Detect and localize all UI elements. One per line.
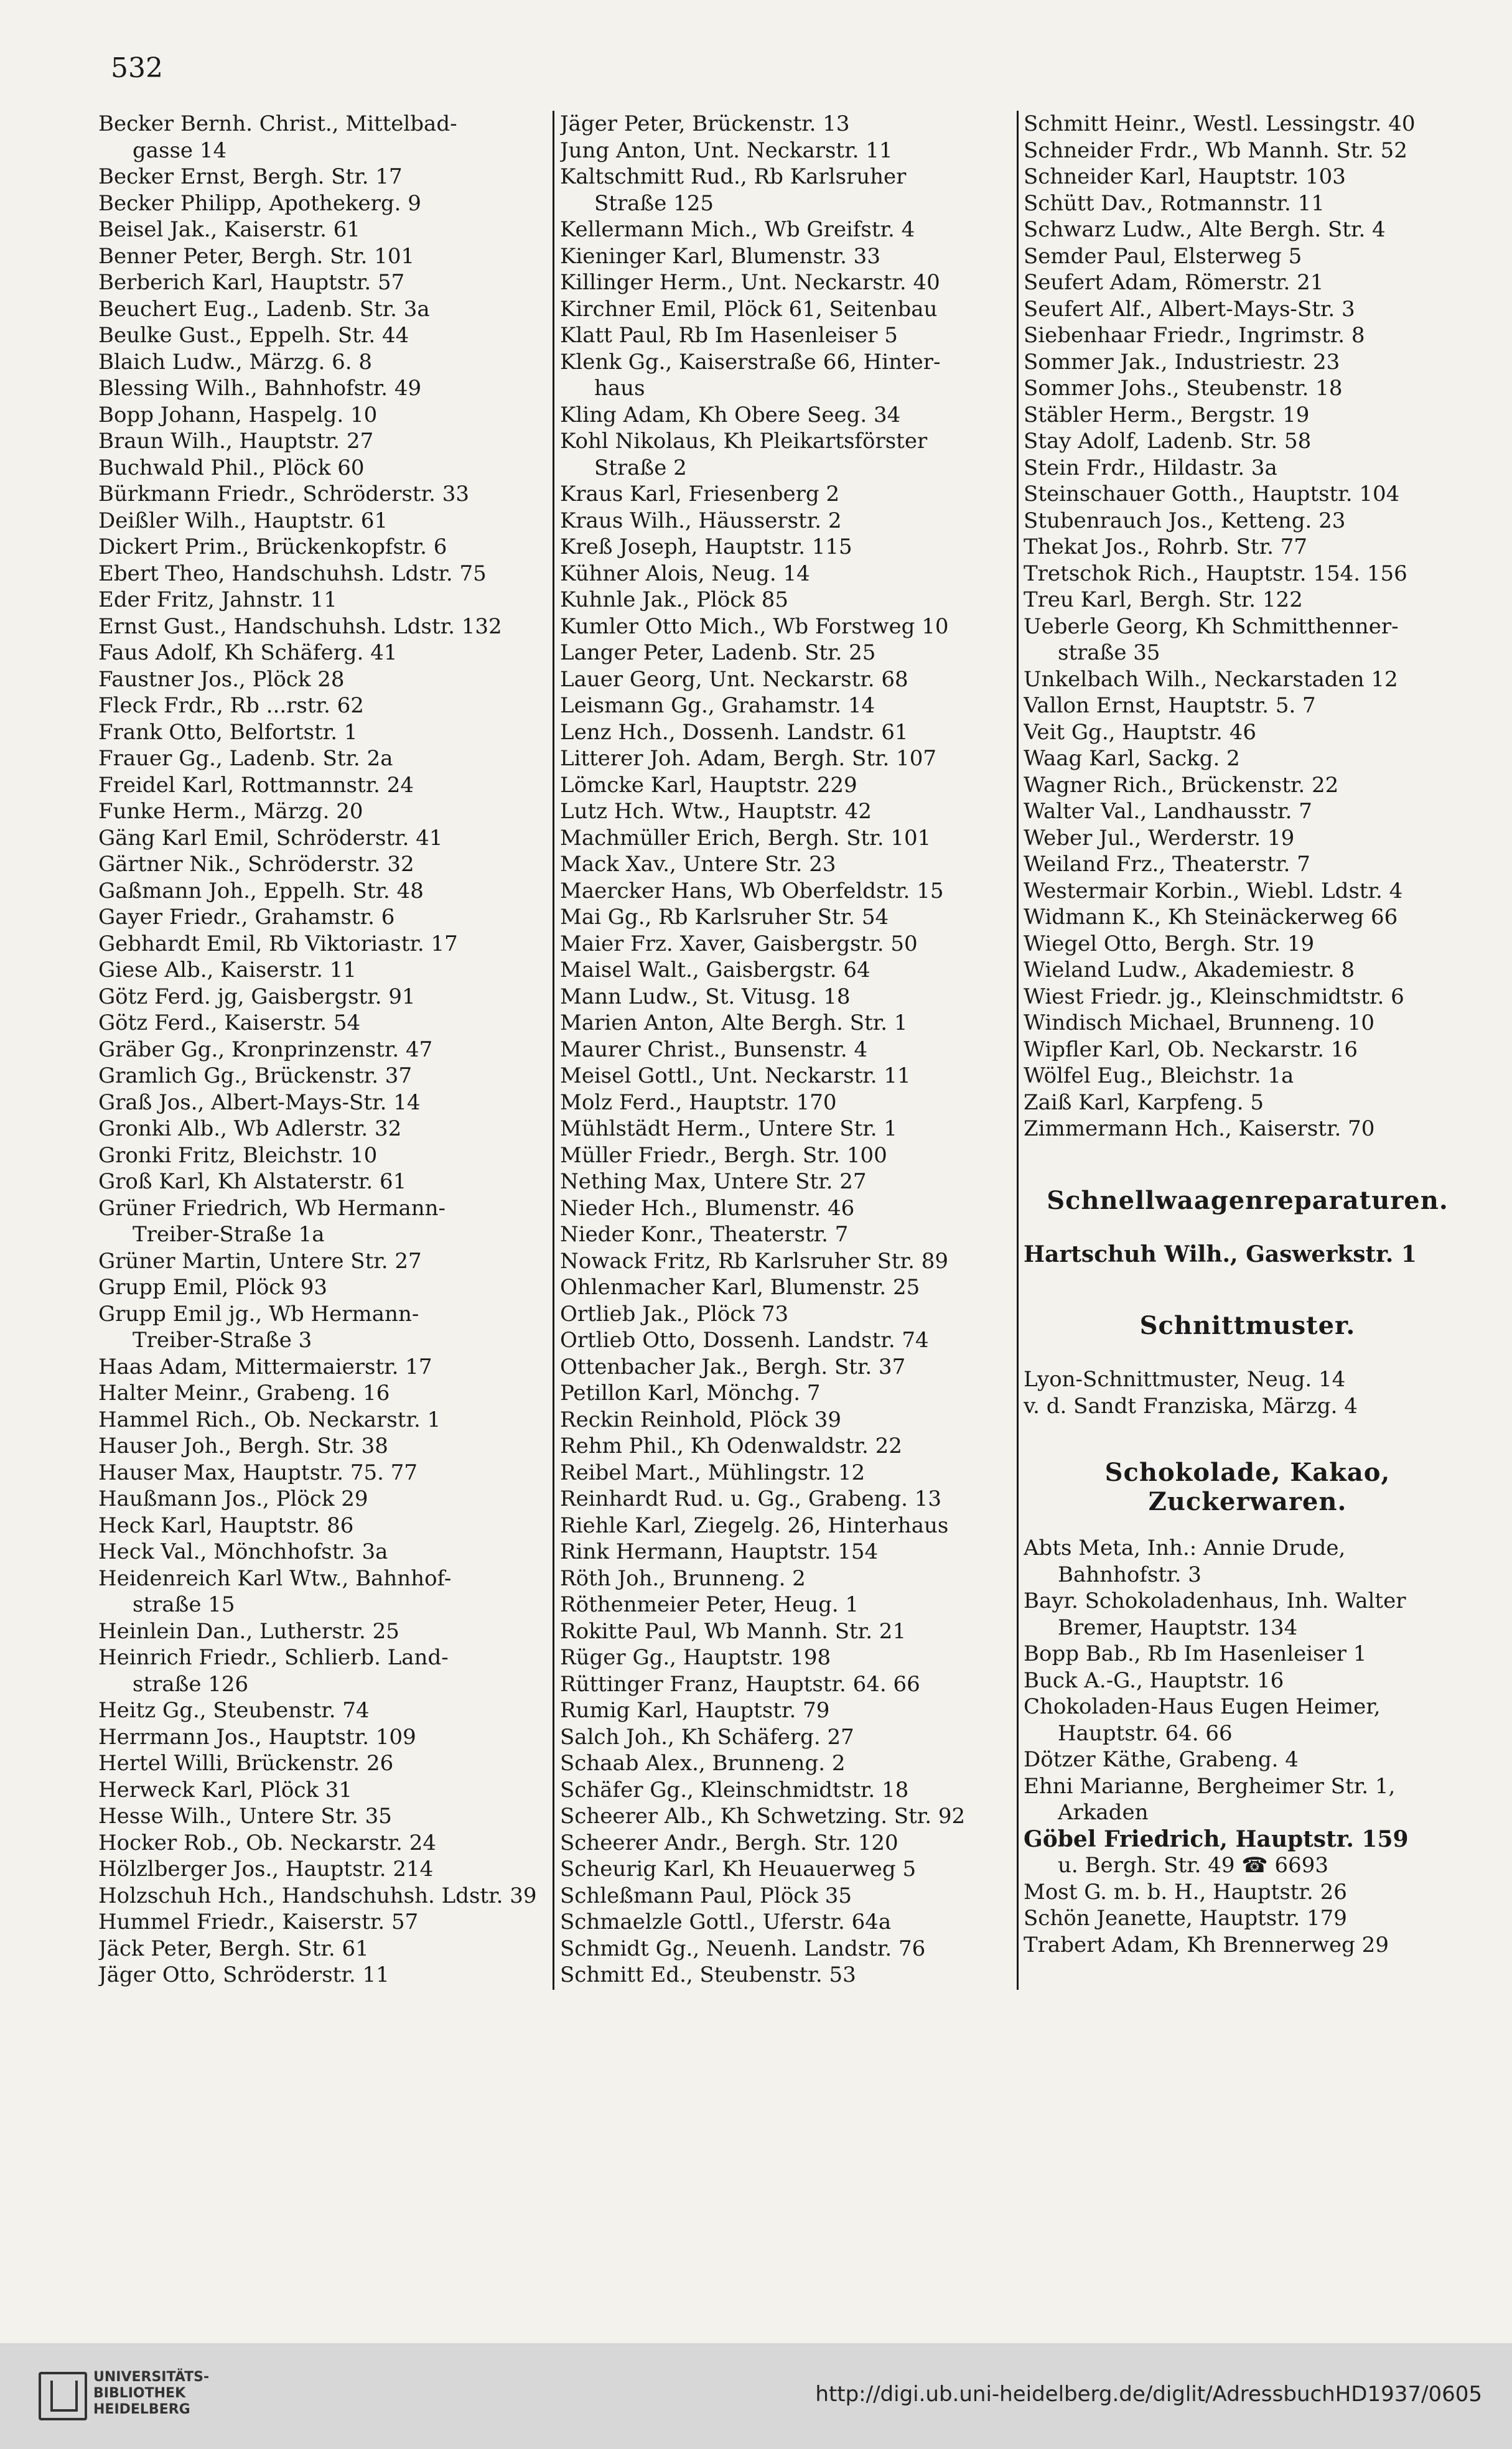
list-item: Schön Jeanette, Hauptstr. 179 <box>1024 1906 1347 1931</box>
list-item: Riehle Karl, Ziegelg. 26, Hinterhaus <box>560 1513 949 1538</box>
list-item: Maisel Walt., Gaisbergstr. 64 <box>560 958 870 982</box>
list-item: Mühlstädt Herm., Untere Str. 1 <box>560 1116 898 1141</box>
list-item: Buchwald Phil., Plöck 60 <box>98 455 365 480</box>
list-item: Meisel Gottl., Unt. Neckarstr. 11 <box>560 1063 911 1088</box>
section-heading-schokolade: Schokolade, Kakao, Zuckerwaren. <box>1104 1458 1391 1516</box>
list-item: u. Bergh. Str. 49 ☎ 6693 <box>1058 1853 1328 1878</box>
list-item: Grupp Emil, Plöck 93 <box>98 1275 328 1300</box>
list-item: Stay Adolf, Ladenb. Str. 58 <box>1024 429 1312 454</box>
list-item: Sommer Jak., Industriestr. 23 <box>1024 349 1340 375</box>
section-heading-schnittmuster: Schnittmuster. <box>1139 1311 1356 1340</box>
list-item: Bayr. Schokoladenhaus, Inh. Walter <box>1024 1588 1406 1613</box>
list-item: Rüger Gg., Hauptstr. 198 <box>560 1645 831 1670</box>
list-item: Widmann K., Kh Steinäckerweg 66 <box>1024 905 1398 930</box>
list-item: Lauer Georg, Unt. Neckarstr. 68 <box>560 666 908 692</box>
list-item: Salch Joh., Kh Schäferg. 27 <box>560 1724 854 1750</box>
list-item: Gronki Alb., Wb Adlerstr. 32 <box>98 1116 402 1141</box>
list-item: Seufert Adam, Römerstr. 21 <box>1024 270 1324 295</box>
list-item: Hummel Friedr., Kaiserstr. 57 <box>98 1910 419 1934</box>
list-item: Frank Otto, Belfortstr. 1 <box>98 719 358 745</box>
list-item: Freidel Karl, Rottmannstr. 24 <box>98 772 414 798</box>
list-item: Bopp Bab., Rb Im Hasenleiser 1 <box>1024 1641 1367 1666</box>
list-item: Faus Adolf, Kh Schäferg. 41 <box>98 640 398 665</box>
list-item: Sommer Johs., Steubenstr. 18 <box>1024 376 1343 401</box>
list-item: Giese Alb., Kaiserstr. 11 <box>98 958 357 982</box>
list-item: Grupp Emil jg., Wb Hermann- <box>98 1301 419 1327</box>
list-item: Reinhardt Rud. u. Gg., Grabeng. 13 <box>560 1486 941 1511</box>
list-item: Heck Val., Mönchhofstr. 3a <box>98 1539 388 1564</box>
list-item: Haas Adam, Mittermaierstr. 17 <box>98 1354 432 1379</box>
list-item: Grüner Friedrich, Wb Hermann- <box>98 1195 446 1221</box>
list-item: Semder Paul, Elsterweg 5 <box>1024 243 1302 269</box>
list-item: Kellermann Mich., Wb Greifstr. 4 <box>560 217 915 242</box>
list-item: Kieninger Karl, Blumenstr. 33 <box>560 243 880 269</box>
list-item: Frauer Gg., Ladenb. Str. 2a <box>98 746 393 771</box>
list-item: Vallon Ernst, Hauptstr. 5. 7 <box>1024 693 1316 718</box>
list-item: Kühner Alois, Neug. 14 <box>560 561 810 586</box>
list-item: Straße 125 <box>594 190 714 216</box>
list-item: Kreß Joseph, Hauptstr. 115 <box>560 534 852 559</box>
list-item: Dickert Prim., Brückenkopfstr. 6 <box>98 534 447 559</box>
list-item: Mai Gg., Rb Karlsruher Str. 54 <box>560 905 889 930</box>
list-item: Wölfel Eug., Bleichstr. 1a <box>1024 1063 1294 1088</box>
list-item: Hauser Joh., Bergh. Str. 38 <box>98 1434 388 1458</box>
list-item: Schleßmann Paul, Plöck 35 <box>560 1883 852 1908</box>
list-item: Hölzlberger Jos., Hauptstr. 214 <box>98 1857 434 1882</box>
list-item: Wagner Rich., Brückenstr. 22 <box>1024 772 1339 798</box>
list-item: Braun Wilh., Hauptstr. 27 <box>98 429 374 454</box>
list-item: Holzschuh Hch., Handschuhsh. Ldstr. 39 <box>98 1883 537 1908</box>
list-item: Chokoladen-Haus Eugen Heimer, <box>1024 1694 1381 1719</box>
list-item: Rehm Phil., Kh Odenwaldstr. 22 <box>560 1434 902 1458</box>
list-item: Hammel Rich., Ob. Neckarstr. 1 <box>98 1407 441 1432</box>
list-item: straße 126 <box>133 1671 249 1697</box>
list-item: Götz Ferd. jg, Gaisbergstr. 91 <box>98 984 416 1009</box>
list-item: straße 35 <box>1058 640 1160 665</box>
list-item: Grüner Martin, Untere Str. 27 <box>98 1248 422 1274</box>
list-item: gasse 14 <box>133 138 227 163</box>
list-item: Nowack Fritz, Rb Karlsruher Str. 89 <box>560 1248 948 1274</box>
list-item: Westermair Korbin., Wiebl. Ldstr. 4 <box>1024 878 1403 903</box>
list-item: Kumler Otto Mich., Wb Forstweg 10 <box>560 613 949 639</box>
list-item: Beuchert Eug., Ladenb. Str. 3a <box>98 296 430 322</box>
column-3 <box>1024 111 1472 1958</box>
list-item: Heitz Gg., Steubenstr. 74 <box>98 1698 370 1723</box>
list-item: Ottenbacher Jak., Bergh. Str. 37 <box>560 1354 906 1379</box>
list-item: Rink Hermann, Hauptstr. 154 <box>560 1539 879 1564</box>
list-item: Hesse Wilh., Untere Str. 35 <box>98 1804 392 1829</box>
footer-bar <box>0 2343 1512 2449</box>
list-item: Halter Meinr., Grabeng. 16 <box>98 1381 390 1406</box>
list-item: Rüttinger Franz, Hauptstr. 64. 66 <box>560 1671 920 1697</box>
list-item: Eder Fritz, Jahnstr. 11 <box>98 587 337 612</box>
list-item: Rokitte Paul, Wb Mannh. Str. 21 <box>560 1618 907 1644</box>
list-item: Fleck Frdr., Rb ...rstr. 62 <box>98 693 364 718</box>
list-item: Gronki Fritz, Bleichstr. 10 <box>98 1142 378 1168</box>
list-item: Herweck Karl, Plöck 31 <box>98 1777 353 1803</box>
list-item: Schütt Dav., Rotmannstr. 11 <box>1024 190 1325 216</box>
list-item: Siebenhaar Friedr., Ingrimstr. 8 <box>1024 323 1365 348</box>
list-item: Wiest Friedr. jg., Kleinschmidtstr. 6 <box>1024 984 1404 1009</box>
list-item: Gärtner Nik., Schröderstr. 32 <box>98 852 414 877</box>
list-item: Groß Karl, Kh Alstaterstr. 61 <box>98 1169 407 1194</box>
list-item: Nieder Hch., Blumenstr. 46 <box>560 1195 855 1221</box>
list-item: Jäger Peter, Brückenstr. 13 <box>560 111 850 136</box>
list-item: Mack Xav., Untere Str. 23 <box>560 852 836 877</box>
list-item: Lenz Hch., Dossenh. Landstr. 61 <box>560 719 908 745</box>
list-item: Hocker Rob., Ob. Neckarstr. 24 <box>98 1830 437 1855</box>
list-item: Treiber-Straße 3 <box>133 1328 312 1353</box>
list-item: Deißler Wilh., Hauptstr. 61 <box>98 508 388 533</box>
page-number: 532 <box>111 52 163 84</box>
section-heading-schnellwaagen: Schnellwaagenreparaturen. <box>1047 1185 1449 1215</box>
list-item: Hauser Max, Hauptstr. 75. 77 <box>98 1460 418 1485</box>
list-item: Langer Peter, Ladenb. Str. 25 <box>560 640 876 665</box>
list-item: Killinger Herm., Unt. Neckarstr. 40 <box>560 270 940 295</box>
list-item: Klenk Gg., Kaiserstraße 66, Hinter- <box>560 349 941 375</box>
list-item: Maier Frz. Xaver, Gaisbergstr. 50 <box>560 931 918 956</box>
list-item: Rumig Karl, Hauptstr. 79 <box>560 1698 830 1723</box>
list-item: Unkelbach Wilh., Neckarstaden 12 <box>1024 666 1398 692</box>
list-item: Gäng Karl Emil, Schröderstr. 41 <box>98 825 443 851</box>
list-item: Kaltschmitt Rud., Rb Karlsruher <box>560 164 907 189</box>
list-item: Heidenreich Karl Wtw., Bahnhof- <box>98 1565 452 1591</box>
list-item: Röthenmeier Peter, Heug. 1 <box>560 1592 859 1617</box>
list-item: Becker Philipp, Apothekerg. 9 <box>98 190 421 216</box>
list-item: Heinrich Friedr., Schlierb. Land- <box>98 1645 449 1670</box>
list-item: Berberich Karl, Hauptstr. 57 <box>98 270 405 295</box>
list-item: Leismann Gg., Grahamstr. 14 <box>560 693 875 718</box>
list-item: straße 15 <box>133 1592 235 1617</box>
list-item: Steinschauer Gotth., Hauptstr. 104 <box>1024 482 1400 506</box>
list-item: Reckin Reinhold, Plöck 39 <box>560 1407 841 1432</box>
list-item: Bremer, Hauptstr. 134 <box>1058 1615 1298 1640</box>
list-item: Ortlieb Jak., Plöck 73 <box>560 1301 789 1327</box>
list-item: Gayer Friedr., Grahamstr. 6 <box>98 905 395 930</box>
list-item: Schäfer Gg., Kleinschmidtstr. 18 <box>560 1777 909 1803</box>
list-item: Lyon-Schnittmuster, Neug. 14 <box>1024 1367 1346 1392</box>
list-item: Ortlieb Otto, Dossenh. Landstr. 74 <box>560 1328 929 1353</box>
list-item: Buck A.-G., Hauptstr. 16 <box>1024 1668 1284 1693</box>
list-item: Most G. m. b. H., Hauptstr. 26 <box>1024 1879 1347 1905</box>
list-item: Dötzer Käthe, Grabeng. 4 <box>1024 1747 1299 1772</box>
list-item: Röth Joh., Brunneng. 2 <box>560 1565 806 1591</box>
list-item: Gaßmann Joh., Eppelh. Str. 48 <box>98 878 424 903</box>
list-item: Scheerer Andr., Bergh. Str. 120 <box>560 1830 898 1855</box>
source-url-link[interactable]: http://digi.ub.uni-heidelberg.de/diglit/AdressbuchHD1937/0605 <box>815 2382 1482 2407</box>
list-item: Nieder Konr., Theaterstr. 7 <box>560 1222 849 1247</box>
list-item: Ohlenmacher Karl, Blumenstr. 25 <box>560 1275 920 1300</box>
list-item: Heinlein Dan., Lutherstr. 25 <box>98 1618 399 1644</box>
list-item: Treu Karl, Bergh. Str. 122 <box>1024 587 1303 612</box>
list-item: Beulke Gust., Eppelh. Str. 44 <box>98 323 409 348</box>
list-item: Herrmann Jos., Hauptstr. 109 <box>98 1724 416 1750</box>
list-item: Bahnhofstr. 3 <box>1058 1562 1202 1587</box>
list-item: Hertel Willi, Brückenstr. 26 <box>98 1751 394 1776</box>
list-item: Heck Karl, Hauptstr. 86 <box>98 1513 354 1538</box>
list-item: Petillon Karl, Mönchg. 7 <box>560 1381 821 1406</box>
library-logo-text: UNIVERSITÄTS- BIBLIOTHEK HEIDELBERG <box>93 2369 210 2417</box>
list-item: Reibel Mart., Mühlingstr. 12 <box>560 1460 866 1485</box>
list-item: Hauptstr. 64. 66 <box>1058 1720 1233 1746</box>
list-item: Stein Frdr., Hildastr. 3a <box>1024 455 1277 480</box>
column-divider <box>553 111 554 1990</box>
list-item: Tretschok Rich., Hauptstr. 154. 156 <box>1024 561 1407 586</box>
list-item: Wiegel Otto, Bergh. Str. 19 <box>1024 931 1315 956</box>
list-item: Becker Bernh. Christ., Mittelbad- <box>98 111 457 136</box>
list-item: Weber Jul., Werderstr. 19 <box>1024 825 1295 851</box>
list-item: Bopp Johann, Haspelg. 10 <box>98 402 378 427</box>
list-item: Schneider Frdr., Wb Mannh. Str. 52 <box>1024 138 1407 163</box>
list-item: Wieland Ludw., Akademiestr. 8 <box>1024 958 1355 982</box>
list-item: Walter Val., Landhausstr. 7 <box>1024 799 1312 824</box>
list-item: Lömcke Karl, Hauptstr. 229 <box>560 772 857 798</box>
column-divider <box>1017 111 1019 1990</box>
list-item: Jung Anton, Unt. Neckarstr. 11 <box>560 138 893 163</box>
list-item-highlight: Göbel Friedrich, Hauptstr. 159 <box>1024 1826 1409 1852</box>
list-item: Schaab Alex., Brunneng. 2 <box>560 1751 846 1776</box>
list-item: Faustner Jos., Plöck 28 <box>98 666 345 692</box>
list-item: Gramlich Gg., Brückenstr. 37 <box>98 1063 413 1088</box>
list-item: Abts Meta, Inh.: Annie Drude, <box>1024 1536 1346 1560</box>
list-item: Litterer Joh. Adam, Bergh. Str. 107 <box>560 746 937 771</box>
list-item: Maurer Christ., Bunsenstr. 4 <box>560 1037 868 1062</box>
list-item: Ehni Marianne, Bergheimer Str. 1, <box>1024 1773 1396 1799</box>
list-item: Kling Adam, Kh Obere Seeg. 34 <box>560 402 901 427</box>
list-item: Kraus Karl, Friesenberg 2 <box>560 482 840 506</box>
list-item: Nething Max, Untere Str. 27 <box>560 1169 867 1194</box>
list-item: Stäbler Herm., Bergstr. 19 <box>1024 402 1310 427</box>
list-item: Schmitt Heinr., Westl. Lessingstr. 40 <box>1024 111 1416 136</box>
list-item: Lutz Hch. Wtw., Hauptstr. 42 <box>560 799 872 824</box>
list-item: Hartschuh Wilh., Gaswerkstr. 1 <box>1024 1241 1417 1267</box>
list-item: Blaich Ludw., Märzg. 6. 8 <box>98 349 372 375</box>
list-item: Gräber Gg., Kronprinzenstr. 47 <box>98 1037 433 1062</box>
list-item: Bürkmann Friedr., Schröderstr. 33 <box>98 482 469 506</box>
list-item: Ueberle Georg, Kh Schmitthenner- <box>1024 613 1399 639</box>
list-item: Machmüller Erich, Bergh. Str. 101 <box>560 825 931 851</box>
list-item: Scheurig Karl, Kh Heuauerweg 5 <box>560 1857 917 1882</box>
list-item: Jäger Otto, Schröderstr. 11 <box>98 1962 390 1987</box>
list-item: Trabert Adam, Kh Brennerweg 29 <box>1024 1932 1389 1957</box>
list-item: Maercker Hans, Wb Oberfeldstr. 15 <box>560 878 944 903</box>
list-item: Stubenrauch Jos., Ketteng. 23 <box>1024 508 1346 533</box>
list-item: Götz Ferd., Kaiserstr. 54 <box>98 1010 361 1035</box>
list-item: Haußmann Jos., Plöck 29 <box>98 1486 368 1511</box>
library-logo-icon <box>39 2372 87 2420</box>
list-item: Kirchner Emil, Plöck 61, Seitenbau <box>560 296 938 322</box>
list-item: Schmaelzle Gottl., Uferstr. 64a <box>560 1910 892 1934</box>
list-item: Schmitt Ed., Steubenstr. 53 <box>560 1962 856 1987</box>
list-item: Mann Ludw., St. Vitusg. 18 <box>560 984 851 1009</box>
list-item: Treiber-Straße 1a <box>133 1222 325 1247</box>
list-item: Ebert Theo, Handschuhsh. Ldstr. 75 <box>98 561 487 586</box>
list-item: Schneider Karl, Hauptstr. 103 <box>1024 164 1346 189</box>
list-item: Schmidt Gg., Neuenh. Landstr. 76 <box>560 1936 926 1961</box>
list-item: Waag Karl, Sackg. 2 <box>1024 746 1240 771</box>
list-item: Straße 2 <box>594 455 687 480</box>
list-item: Weiland Frz., Theaterstr. 7 <box>1024 852 1310 877</box>
list-item: Scheerer Alb., Kh Schwetzing. Str. 92 <box>560 1804 966 1829</box>
list-item: Müller Friedr., Bergh. Str. 100 <box>560 1142 887 1168</box>
column-1 <box>98 111 546 1989</box>
list-item: Zaiß Karl, Karpfeng. 5 <box>1024 1089 1264 1115</box>
list-item: Klatt Paul, Rb Im Hasenleiser 5 <box>560 323 898 348</box>
list-item: Wipfler Karl, Ob. Neckarstr. 16 <box>1024 1037 1358 1062</box>
list-item: Kuhnle Jak., Plöck 85 <box>560 587 789 612</box>
list-item: Zimmermann Hch., Kaiserstr. 70 <box>1024 1116 1375 1141</box>
list-item: Jäck Peter, Bergh. Str. 61 <box>98 1936 369 1961</box>
list-item: Benner Peter, Bergh. Str. 101 <box>98 243 415 269</box>
list-item: Windisch Michael, Brunneng. 10 <box>1024 1010 1375 1035</box>
list-item: Beisel Jak., Kaiserstr. 61 <box>98 217 361 242</box>
list-item: haus <box>594 376 645 401</box>
list-item: Kohl Nikolaus, Kh Pleikartsförster <box>560 429 928 454</box>
list-item: Gebhardt Emil, Rb Viktoriastr. 17 <box>98 931 458 956</box>
list-item: Arkaden <box>1058 1800 1149 1825</box>
list-item: Molz Ferd., Hauptstr. 170 <box>560 1089 837 1115</box>
list-item: Blessing Wilh., Bahnhofstr. 49 <box>98 376 422 401</box>
list-item: Funke Herm., Märzg. 20 <box>98 799 363 824</box>
list-item: Kraus Wilh., Häusserstr. 2 <box>560 508 842 533</box>
list-item: Thekat Jos., Rohrb. Str. 77 <box>1024 534 1307 559</box>
column-2 <box>560 111 1011 1989</box>
list-item: Veit Gg., Hauptstr. 46 <box>1024 719 1256 745</box>
list-item: v. d. Sandt Franziska, Märzg. 4 <box>1024 1393 1358 1419</box>
list-item: Marien Anton, Alte Bergh. Str. 1 <box>560 1010 908 1035</box>
list-item: Ernst Gust., Handschuhsh. Ldstr. 132 <box>98 613 502 639</box>
list-item: Schwarz Ludw., Alte Bergh. Str. 4 <box>1024 217 1386 242</box>
list-item: Graß Jos., Albert-Mays-Str. 14 <box>98 1089 421 1115</box>
list-item: Becker Ernst, Bergh. Str. 17 <box>98 164 403 189</box>
list-item: Seufert Alf., Albert-Mays-Str. 3 <box>1024 296 1355 322</box>
